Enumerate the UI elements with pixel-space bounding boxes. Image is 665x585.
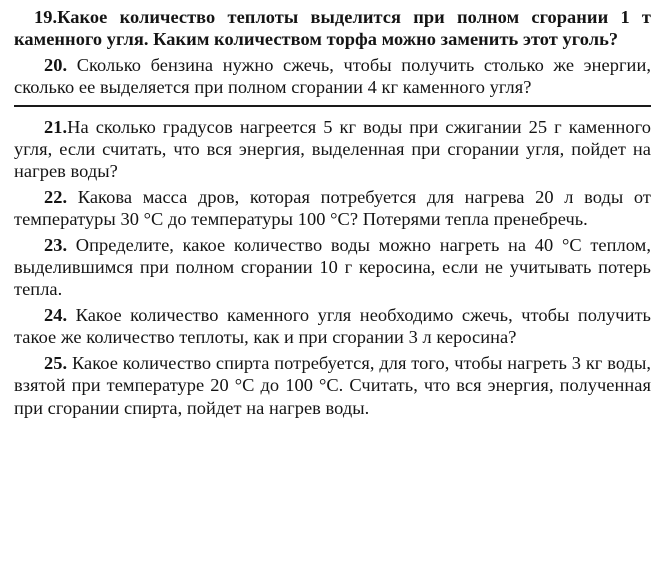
problem-number: 25. <box>44 352 68 373</box>
problem-21 <box>14 116 651 183</box>
problem-text: Какое количество спирта потребуется, для того, чтобы нагреть 3 кг воды, взятой при температуре 20 °С до 100 °С. Считать, что вся энергия, полученная при сгорании спирта, пойдет на нагрев воды. <box>14 352 651 418</box>
problem-number: 20. <box>44 54 68 75</box>
problem-text: Определите, какое количество воды можно нагреть на 40 °С теплом, выделившимся при полном сгорании 10 г керосина, если не учитывать потерь тепла. <box>14 234 651 300</box>
section-divider <box>14 105 651 107</box>
problem-text: Какое количество теплоты выделится при полном сгорании 1 т каменного угля. Каким количеством торфа можно заменить этот уголь? <box>14 7 651 50</box>
problem-19 <box>14 6 651 51</box>
problem-text: Сколько бензина нужно сжечь, чтобы получить столько же энергии, сколько ее выделяется при полном сгорании 4 кг каменного угля? <box>14 54 651 98</box>
problem-24 <box>14 304 651 349</box>
problem-number: 19. <box>34 7 58 27</box>
problem-number: 23. <box>44 234 68 255</box>
problem-25 <box>14 352 651 419</box>
problem-text: На сколько градусов нагреется 5 кг воды при сжигании 25 г каменного угля, если считать, что вся энергия, выделенная при сгорании угля, пойдет на нагрев воды? <box>14 116 651 182</box>
problem-number: 22. <box>44 186 68 207</box>
problem-text: Какое количество каменного угля необходимо сжечь, чтобы получить такое же количество теплоты, как и при сгорании 3 л керосина? <box>14 304 651 348</box>
problem-number: 21. <box>44 116 68 137</box>
problem-text: Какова масса дров, которая потребуется для нагрева 20 л воды от температуры 30 °С до температуры 100 °С? Потерями тепла пренебречь. <box>14 186 651 230</box>
problem-22 <box>14 186 651 231</box>
problem-20 <box>14 54 651 99</box>
problem-23 <box>14 234 651 301</box>
problem-number: 24. <box>44 304 68 325</box>
